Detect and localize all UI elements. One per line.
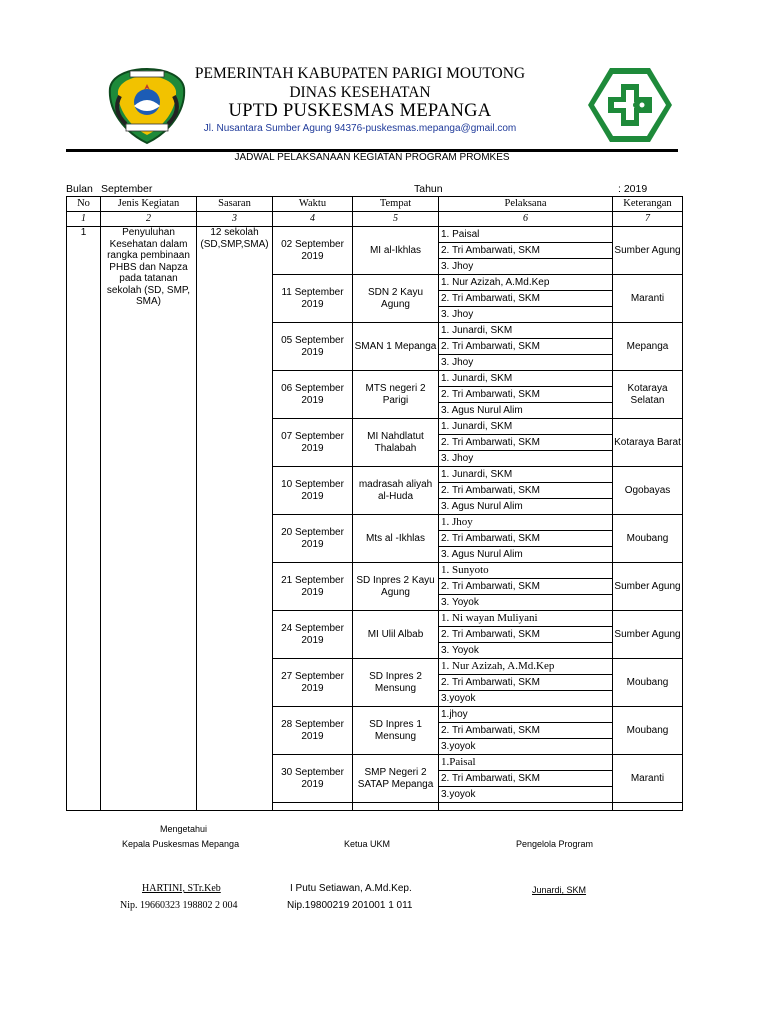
- waktu-cell: 21 September 2019: [273, 563, 353, 611]
- pelaksana-cell: 1. Jhoy: [439, 515, 613, 531]
- pelaksana-cell: 2. Tri Ambarwati, SKM: [439, 291, 613, 307]
- mengetahui-label: Mengetahui: [160, 824, 208, 834]
- keterangan-cell: Moubang: [613, 515, 683, 563]
- pelaksana-cell: 1. Nur Azizah, A.Md.Kep: [439, 659, 613, 675]
- waktu-cell: 07 September 2019: [273, 419, 353, 467]
- header-line-2: DINAS KESEHATAN: [289, 84, 431, 101]
- keterangan-cell: Sumber Agung: [613, 563, 683, 611]
- table-header-row: [67, 197, 683, 212]
- keterangan-cell: Kotaraya Barat: [613, 419, 683, 467]
- blank-cell: [273, 803, 353, 811]
- column-number: 6: [439, 212, 613, 227]
- keterangan-cell: Kotaraya Selatan: [613, 371, 683, 419]
- pelaksana-cell: 2. Tri Ambarwati, SKM: [439, 771, 613, 787]
- keterangan-cell: Sumber Agung: [613, 227, 683, 275]
- waktu-cell: 10 September 2019: [273, 467, 353, 515]
- blank-cell: [439, 803, 613, 811]
- column-number: 7: [613, 212, 683, 227]
- activity-no: 1: [67, 227, 101, 811]
- table-row: [67, 227, 683, 243]
- activity-sasaran: 12 sekolah (SD,SMP,SMA): [197, 227, 273, 811]
- column-number: 4: [273, 212, 353, 227]
- pelaksana-cell: 2. Tri Ambarwati, SKM: [439, 531, 613, 547]
- tempat-cell: SD Inpres 2 Mensung: [353, 659, 439, 707]
- waktu-cell: 24 September 2019: [273, 611, 353, 659]
- column-header: Jenis Kegiatan: [101, 197, 197, 212]
- tahun-value: : 2019: [618, 183, 648, 195]
- waktu-cell: 05 September 2019: [273, 323, 353, 371]
- column-header: No: [67, 197, 101, 212]
- keterangan-cell: Sumber Agung: [613, 611, 683, 659]
- bulan-value: September: [101, 183, 153, 195]
- ketua-name: I Putu Setiawan, A.Md.Kep.: [290, 883, 412, 894]
- pelaksana-cell: 2. Tri Ambarwati, SKM: [439, 339, 613, 355]
- blank-cell: [613, 803, 683, 811]
- column-number: 1: [67, 212, 101, 227]
- pelaksana-cell: 3. Yoyok: [439, 643, 613, 659]
- pelaksana-cell: 3.yoyok: [439, 787, 613, 803]
- waktu-cell: 02 September 2019: [273, 227, 353, 275]
- pelaksana-cell: 2. Tri Ambarwati, SKM: [439, 627, 613, 643]
- bulan-label: Bulan: [66, 183, 93, 195]
- tempat-cell: MI al-Ikhlas: [353, 227, 439, 275]
- keterangan-cell: Ogobayas: [613, 467, 683, 515]
- tempat-cell: madrasah aliyah al-Huda: [353, 467, 439, 515]
- pelaksana-cell: 1. Junardi, SKM: [439, 419, 613, 435]
- column-header: Keterangan: [613, 197, 683, 212]
- pelaksana-cell: 3. Jhoy: [439, 355, 613, 371]
- keterangan-cell: Mepanga: [613, 323, 683, 371]
- header-line-1: PEMERINTAH KABUPATEN PARIGI MOUTONG: [194, 65, 526, 82]
- column-header: Tempat: [353, 197, 439, 212]
- pelaksana-cell: 2. Tri Ambarwati, SKM: [439, 387, 613, 403]
- pelaksana-cell: 1.jhoy: [439, 707, 613, 723]
- pelaksana-cell: 1. Ni wayan Muliyani: [439, 611, 613, 627]
- pelaksana-cell: 3.yoyok: [439, 739, 613, 755]
- pelaksana-cell: 1. Junardi, SKM: [439, 467, 613, 483]
- kepala-name: HARTINI, STr.Keb: [142, 883, 221, 894]
- pengelola-title: Pengelola Program: [516, 839, 594, 849]
- pelaksana-cell: 3.yoyok: [439, 691, 613, 707]
- tempat-cell: SDN 2 Kayu Agung: [353, 275, 439, 323]
- pelaksana-cell: 3. Jhoy: [439, 307, 613, 323]
- logo-puskesmas: [586, 66, 674, 144]
- pelaksana-cell: 3. Agus Nurul Alim: [439, 403, 613, 419]
- tempat-cell: MTS negeri 2 Parigi: [353, 371, 439, 419]
- waktu-cell: 30 September 2019: [273, 755, 353, 803]
- column-header: Sasaran: [197, 197, 273, 212]
- pelaksana-cell: 1. Paisal: [439, 227, 613, 243]
- keterangan-cell: Moubang: [613, 707, 683, 755]
- pelaksana-cell: 1. Junardi, SKM: [439, 371, 613, 387]
- pelaksana-cell: 3. Jhoy: [439, 451, 613, 467]
- pelaksana-cell: 1. Sunyoto: [439, 563, 613, 579]
- tempat-cell: Mts al -Ikhlas: [353, 515, 439, 563]
- kepala-title: Kepala Puskesmas Mepanga: [122, 839, 240, 849]
- column-number: 3: [197, 212, 273, 227]
- tempat-cell: SD Inpres 1 Mensung: [353, 707, 439, 755]
- pelaksana-cell: 3. Agus Nurul Alim: [439, 499, 613, 515]
- header-line-3: UPTD PUSKESMAS MEPANGA: [228, 101, 492, 121]
- ketua-nip: Nip.19800219 201001 1 011: [287, 900, 413, 911]
- schedule-table: [66, 196, 683, 811]
- keterangan-cell: Maranti: [613, 755, 683, 803]
- kepala-nip: Nip. 19660323 198802 2 004: [120, 900, 238, 911]
- column-header: Pelaksana: [439, 197, 613, 212]
- tempat-cell: MI Nahdlatut Thalabah: [353, 419, 439, 467]
- pelaksana-cell: 2. Tri Ambarwati, SKM: [439, 483, 613, 499]
- tempat-cell: MI Ulil Albab: [353, 611, 439, 659]
- document-title: JADWAL PELAKSANAAN KEGIATAN PROGRAM PROMKES: [234, 152, 510, 163]
- tempat-cell: SD Inpres 2 Kayu Agung: [353, 563, 439, 611]
- pelaksana-cell: 2. Tri Ambarwati, SKM: [439, 243, 613, 259]
- waktu-cell: 06 September 2019: [273, 371, 353, 419]
- pelaksana-cell: 1. Nur Azizah, A.Md.Kep: [439, 275, 613, 291]
- keterangan-cell: Moubang: [613, 659, 683, 707]
- pelaksana-cell: 2. Tri Ambarwati, SKM: [439, 723, 613, 739]
- column-number: 5: [353, 212, 439, 227]
- waktu-cell: 11 September 2019: [273, 275, 353, 323]
- header-address: Jl. Nusantara Sumber Agung 94376-puskesmas.mepanga@gmail.com: [203, 123, 517, 134]
- ketua-title: Ketua UKM: [344, 839, 391, 849]
- pengelola-name: Junardi, SKM: [532, 885, 587, 895]
- pelaksana-cell: 3. Jhoy: [439, 259, 613, 275]
- keterangan-cell: Maranti: [613, 275, 683, 323]
- pelaksana-cell: 3. Agus Nurul Alim: [439, 547, 613, 563]
- column-number-row: [67, 212, 683, 227]
- waktu-cell: 28 September 2019: [273, 707, 353, 755]
- pelaksana-cell: 2. Tri Ambarwati, SKM: [439, 579, 613, 595]
- pelaksana-cell: 2. Tri Ambarwati, SKM: [439, 675, 613, 691]
- waktu-cell: 20 September 2019: [273, 515, 353, 563]
- column-number: 2: [101, 212, 197, 227]
- pelaksana-cell: 3. Yoyok: [439, 595, 613, 611]
- waktu-cell: 27 September 2019: [273, 659, 353, 707]
- column-header: Waktu: [273, 197, 353, 212]
- pelaksana-cell: 2. Tri Ambarwati, SKM: [439, 435, 613, 451]
- activity-jenis: Penyuluhan Kesehatan dalam rangka pembinaan PHBS dan Napza pada tatanan sekolah (SD, SMP, SMA): [101, 227, 197, 811]
- blank-cell: [353, 803, 439, 811]
- tempat-cell: SMAN 1 Mepanga: [353, 323, 439, 371]
- pelaksana-cell: 1. Junardi, SKM: [439, 323, 613, 339]
- tempat-cell: SMP Negeri 2 SATAP Mepanga: [353, 755, 439, 803]
- pelaksana-cell: 1.Paisal: [439, 755, 613, 771]
- tahun-label: Tahun: [414, 183, 443, 195]
